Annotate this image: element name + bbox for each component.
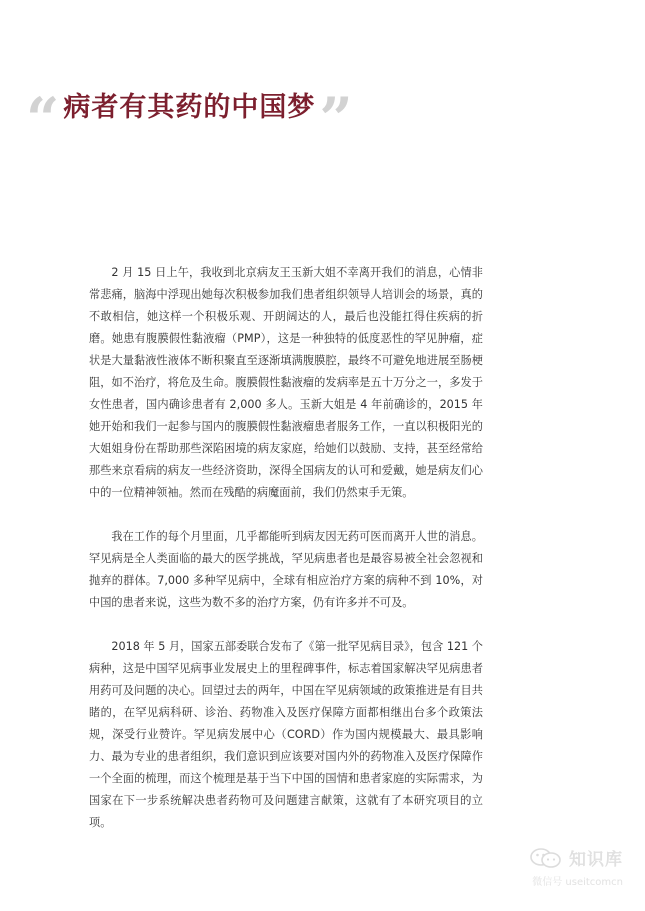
article-body — [89, 262, 483, 856]
paragraph-2: 我在工作的每个月里面，几乎都能听到病友因无药可医而离开人世的消息。罕见病是全人类面临的最大的医学挑战，罕见病患者也是最容易被全社会忽视和抛弃的群体。7,000 多种罕见病中，全球有相应治疗方案的病种不到 10%，对中国的患者来说，这些为数不多的治疗方案，仍有许多并不可及。 — [89, 530, 483, 609]
close-quote-mark: ” — [319, 85, 353, 153]
wechat-icon — [529, 847, 563, 869]
paragraph-1: 2 月 15 日上午，我收到北京病友王玉新大姐不幸离开我们的消息，心情非常悲痛，脑海中浮现出她每次积极参加我们患者组织领导人培训会的场景，真的不敢相信，她这样一个积极乐观、开朗阔达的人，最后也没能扛得住疾病的折磨。她患有腹膜假性黏液瘤（PMP），这是一种独特的低度恶性的罕见肿瘤，症状是大量黏液性液体不断积聚直至逐渐填满腹膜腔，最终不可避免地进展至肠梗阻，如不治疗，将危及生命。腹膜假性黏液瘤的发病率是五十万分之一，多发于女性患者，国内确诊患者有 2,000 多人。玉新大姐是 4 年前确诊的，2015 年她开始和我们一起参与国内的腹膜假性黏液瘤患者服务工作，一直以积极阳光的大姐姐身份在帮助那些深陷困境的病友家庭，给她们以鼓励、支持，甚至经常给那些来京看病的病友一些经济资助，深得全国病友的认可和爱戴，她是病友们心中的一位精神领袖。然而在残酷的病魔面前，我们仍然束手无策。 — [89, 266, 483, 499]
watermark-name: 知识库 — [569, 850, 623, 870]
open-quote-mark: “ — [26, 85, 60, 153]
page-title: 病者有其药的中国梦 — [63, 91, 316, 123]
watermark-account: 微信号 useitcomcn — [532, 877, 623, 888]
title-row — [26, 84, 353, 153]
paragraph-3: 2018 年 5 月，国家五部委联合发布了《第一批罕见病目录》，包含 121 个病种，这是中国罕见病事业发展史上的里程碑事件，标志着国家解决罕见病患者用药可及问题的决心。回望过去的两年，中国在罕见病领域的政策推进是有目共睹的，在罕见病科研、诊治、药物准入及医疗保障方面都相继出台多个政策法规，深受行业赞许。罕见病发展中心（CORD）作为国内规模最大、最具影响力、最为专业的患者组织，我们意识到应该要对国内外的药物准入及医疗保障作一个全面的梳理，而这个梳理是基于当下中国的国情和患者家庭的实际需求，为国家在下一步系统解决患者药物可及问题建言献策，这就有了本研究项目的立项。 — [89, 640, 483, 829]
watermark — [503, 845, 623, 893]
watermark-brand — [529, 845, 623, 870]
